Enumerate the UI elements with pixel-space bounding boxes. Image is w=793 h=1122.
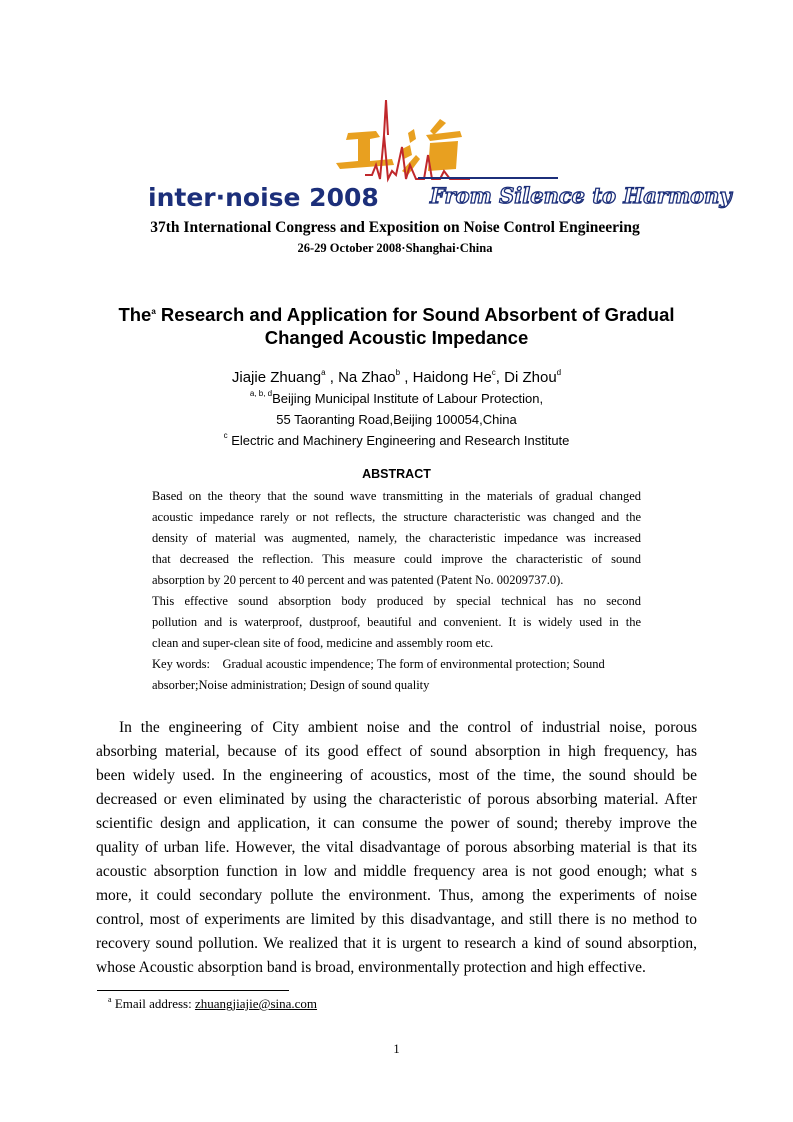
footnote: $^a$ Email address: zhuangjiajie@sina.com [108, 995, 318, 1011]
body-line: been widely used. In the engineering of acoustics, most of the time, the sound should be [96, 767, 697, 784]
affiliation-1-line-1: $^{a, b, d}$Beijing Municipal Institute of Labour Protection, [249, 389, 544, 406]
body-line: whose Acoustic absorption band is broad, environmentally protection and high effective. [96, 959, 646, 976]
paper-title-line-2: Changed Acoustic Impedance [264, 327, 529, 348]
keywords-line: absorber;Noise administration; Design of sound quality [152, 678, 430, 692]
abstract-line: clean and super-clean site of food, medicine and assembly room etc. [152, 636, 494, 650]
abstract-line: acoustic impedance rarely or not reflects, the structure characteristic was changed and the [152, 510, 641, 524]
footnote-divider [97, 990, 289, 991]
affiliation-2: $^c$ Electric and Machinery Engineering and Research Institute [223, 431, 570, 448]
body-line: In the engineering of City ambient noise and the control of industrial noise, porous [119, 719, 697, 736]
logo-slogan: From Silence to Harmony [430, 183, 732, 208]
abstract-heading: ABSTRACT [362, 467, 431, 481]
abstract-line: pollution and is waterproof, dustproof, beautiful and convenient. It is widely used in the [152, 615, 641, 629]
paper-title-line-1: The$^a$ Research and Application for Sound Absorbent of Gradual [118, 304, 675, 325]
page-number: 1 [393, 1042, 400, 1056]
body-line: quality of urban life. However, the vital disadvantage of porous absorbing material is that its [96, 839, 697, 856]
abstract-line: that decreased the reflection. This measure could improve the characteristic of sound [152, 552, 641, 566]
keywords-line: Key words: Gradual acoustic impendence; The form of environmental protection; Sound [152, 657, 605, 671]
body-line: scientific design and application, it can consume the power of sound; thereby improve the [96, 815, 697, 832]
logo-title: inter·noise 2008 [148, 183, 379, 212]
body-line: acoustic absorption function in low and middle frequency area is not good enough; what s [96, 863, 697, 880]
abstract-line: absorption by 20 percent to 40 percent and was patented (Patent No. 00209737.0). [152, 573, 564, 587]
abstract-line: Based on the theory that the sound wave transmitting in the materials of gradual changed [152, 489, 641, 503]
author-list: Jiajie Zhuang$^a$ , Na Zhao$^b$ , Haidong He$^c$, Di Zhou$^d$ [231, 368, 562, 386]
email-link[interactable]: zhuangjiajie@sina.com [194, 996, 318, 1011]
body-line: absorbing material, because of its good effect of sound absorption in high frequency, has [96, 743, 697, 760]
body-line: recovery sound pollution. We realized that it is urgent to research a kind of sound absorption, [96, 935, 697, 952]
affiliation-1-line-2: 55 Taoranting Road,Beijing 100054,China [276, 412, 517, 427]
abstract-line: density of material was augmented, namely, the characteristic impedance was increased [152, 531, 641, 545]
congress-dates: 26-29 October 2008·Shanghai·China [297, 241, 493, 255]
abstract-line: This effective sound absorption body produced by special technical has no second [152, 594, 641, 608]
body-line: decreased or even eliminated by using the characteristic of porous absorbing material. After [96, 791, 697, 808]
shanghai-calligraphy-icon [336, 119, 462, 175]
body-line: more, it could secondary pollute the environment. Thus, among the experiments of noise [96, 887, 697, 904]
body-line: control, most of experiments are limited by this disadvantage, and still there is no method to [96, 911, 697, 928]
congress-title: 37th International Congress and Exposition on Noise Control Engineering [150, 219, 640, 236]
